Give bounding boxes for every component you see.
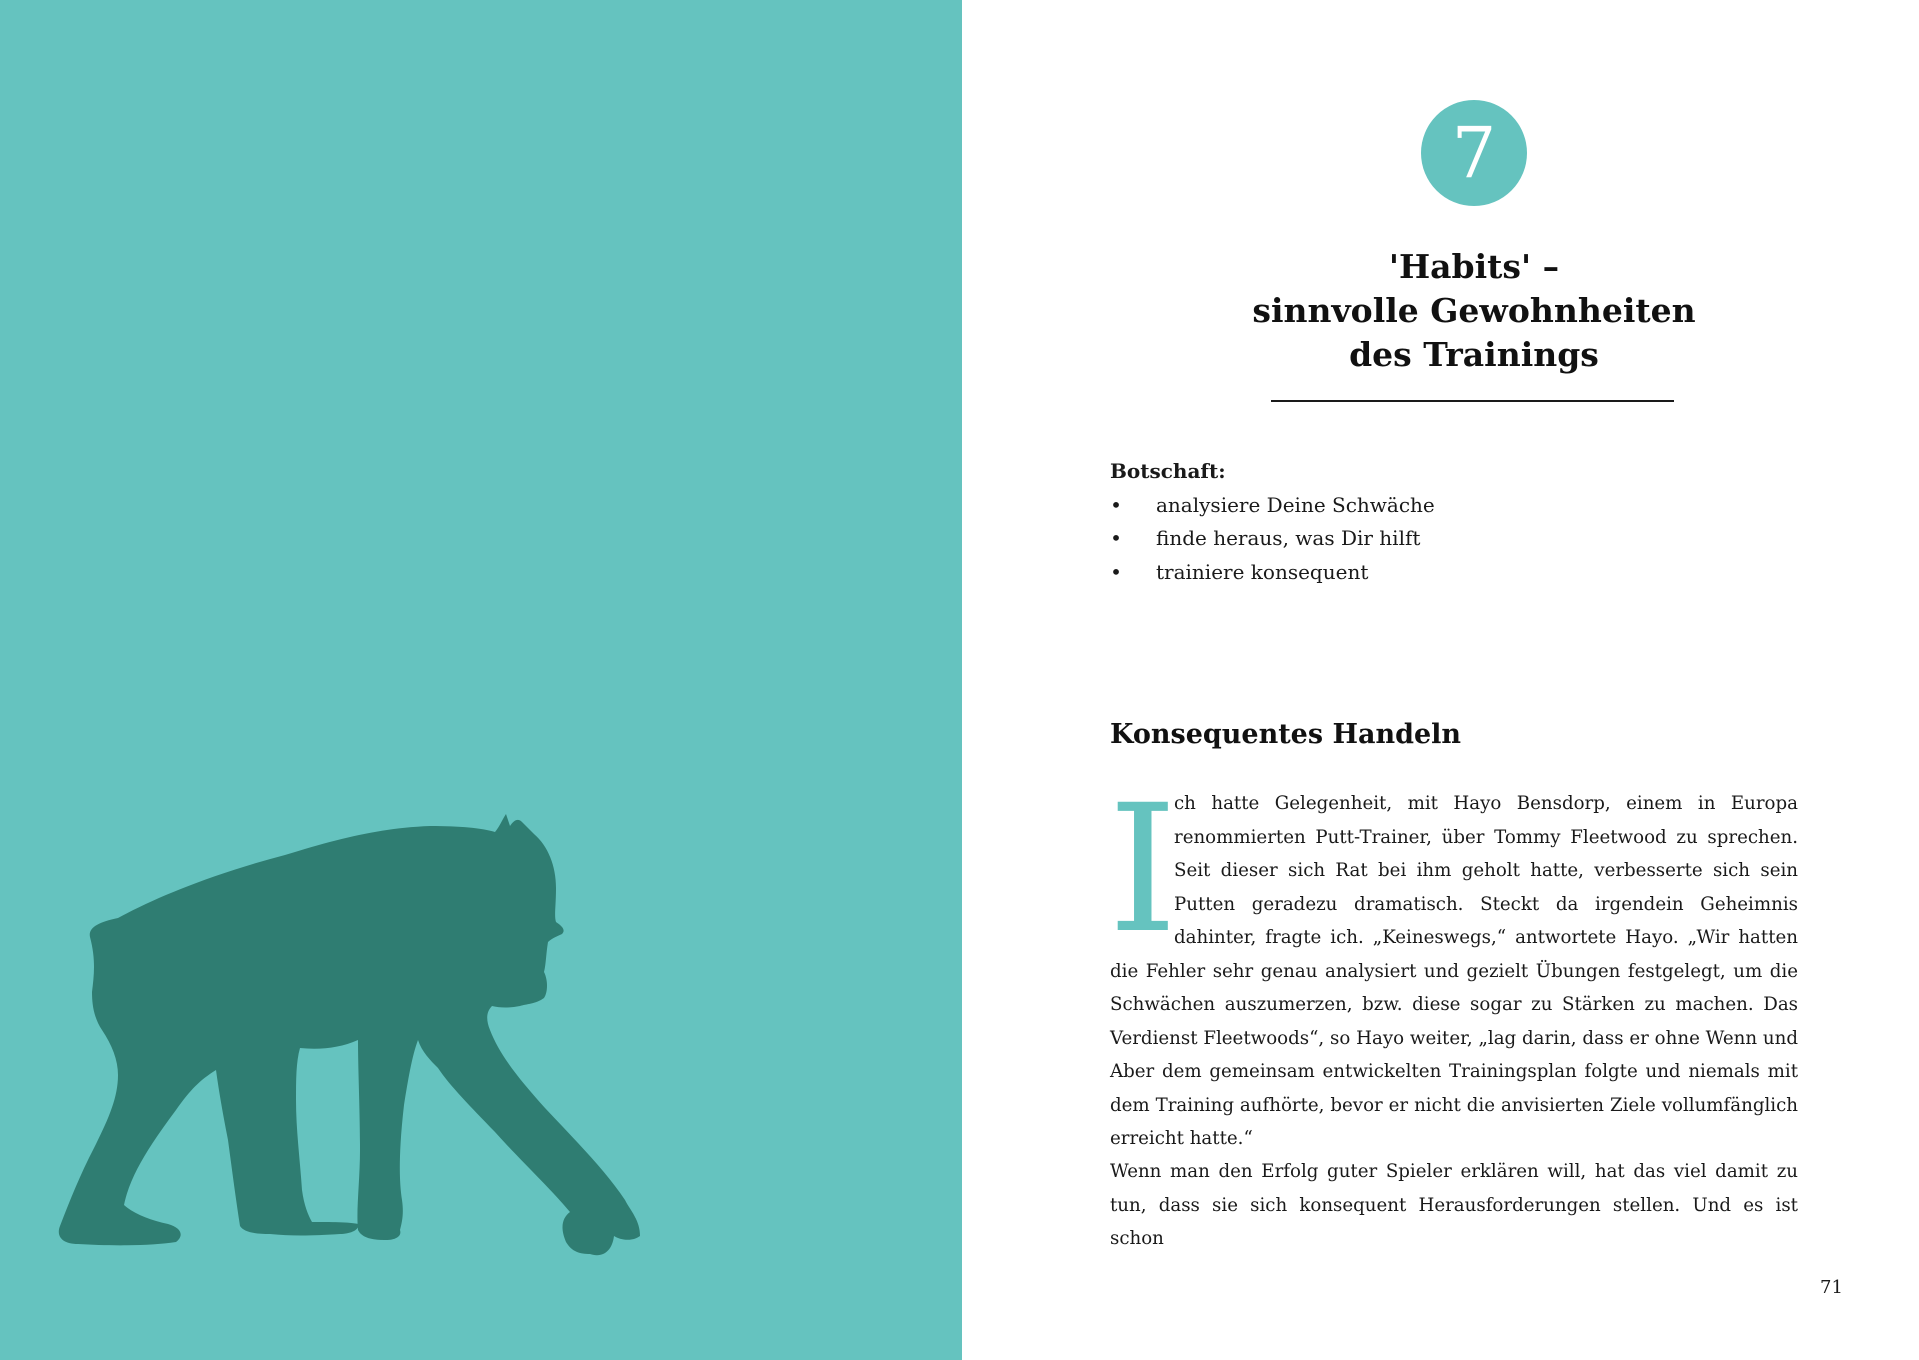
message-item <box>1110 556 1830 590</box>
bullet-icon: • <box>1110 492 1122 517</box>
chapter-number-badge <box>1421 100 1527 206</box>
page-number: 71 <box>1820 1277 1843 1298</box>
body-paragraph-1 <box>1108 767 1798 1156</box>
chapter-title-line: sinnvolle Gewohnheiten <box>1252 291 1696 330</box>
message-item-text: analysiere Deine Schwäche <box>1156 492 1435 517</box>
bullet-icon: • <box>1110 526 1122 550</box>
chapter-title-line: 'Habits' – <box>1388 247 1560 286</box>
message-item <box>1110 489 1830 523</box>
section-heading: Konsequentes Handeln <box>1110 719 1462 750</box>
chapter-number: 7 <box>1451 112 1497 194</box>
chapter-title-line: des Trainings <box>1349 335 1599 374</box>
bullet-icon: • <box>1110 559 1122 584</box>
chapter-title <box>1162 245 1786 377</box>
message-item-text: finde heraus, was Dir hilft <box>1156 526 1421 550</box>
drop-cap: I <box>1108 767 1178 972</box>
paragraph-text: ch hatte Gelegenheit, mit Hayo Bensdorp, einem in Europa renommierten Putt-Trainer, über Tommy Fleetwood zu sprechen. Seit dieser sich Rat bei ihm geholt hatte, verbesserte sich sein Putten geradezu dramatisch. Steckt da irgendein Geheimnis dahinter, fragte ich. „Keineswegs,“ antwortete Hayo. „Wir hatten die Fehler sehr genau analysiert und gezielt Übungen festgelegt, um die Schwächen auszumerzen, bzw. diese sogar zu Stärken zu machen. Das Verdienst Fleetwoods“, so Hayo weiter, „lag darin, dass er ohne Wenn und Aber dem gemeinsam entwickelten Trainingsplan folgte und niemals mit dem Training aufhörte, bevor er nicht die anvisierten Ziele vollumfänglich erreicht hatte.“ <box>1110 793 1798 1149</box>
message-box <box>1110 455 1830 589</box>
body-paragraph-2: Wenn man den Erfolg guter Spieler erklären will, hat das viel damit zu tun, dass sie sich konsequent Herausforderungen stellen. Und es ist schon <box>1110 1161 1798 1249</box>
message-item-text: trainiere konsequent <box>1156 559 1369 584</box>
message-item <box>1110 522 1830 556</box>
message-label: Botschaft: <box>1110 459 1226 483</box>
text-page <box>962 0 1919 1360</box>
title-divider <box>1271 400 1674 402</box>
message-list <box>1110 489 1830 590</box>
